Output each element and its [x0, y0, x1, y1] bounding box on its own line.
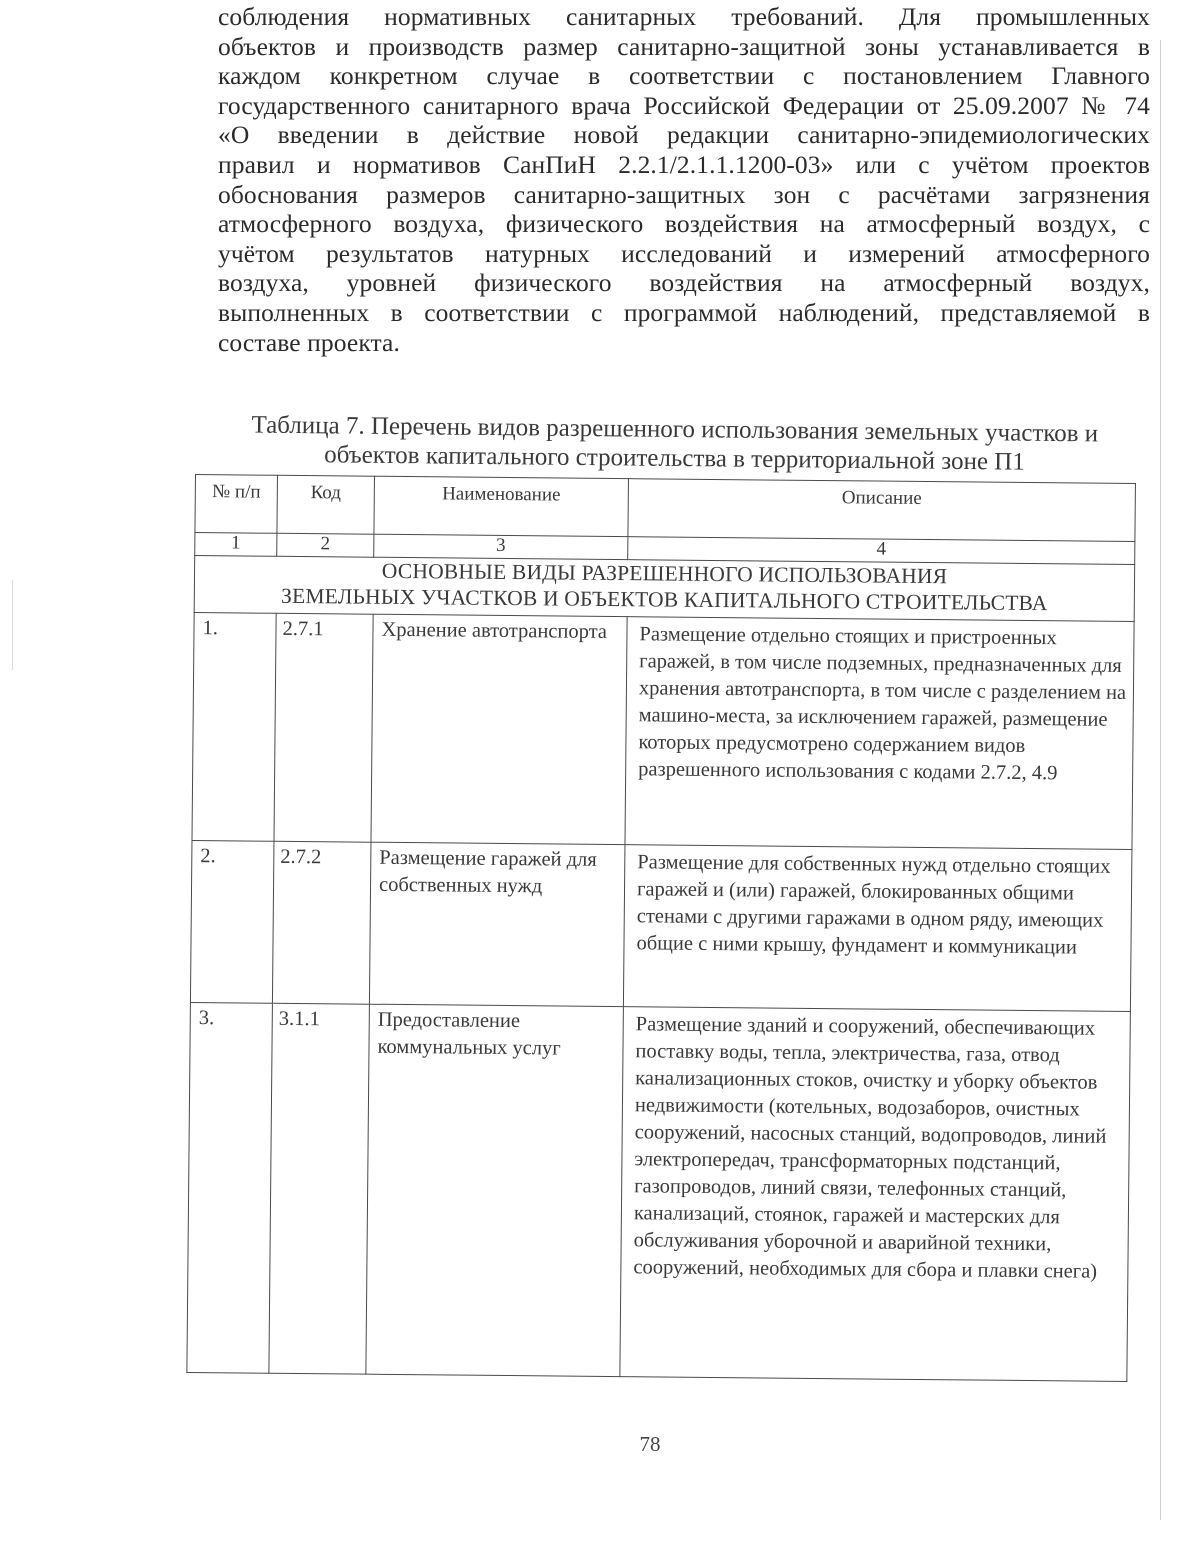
- header-desc: [628, 479, 1136, 542]
- row-code: 2.7.2: [272, 841, 371, 1004]
- header-code-label: Код: [310, 482, 342, 504]
- table-row: [192, 612, 1134, 849]
- paragraph-line: атмосферного воздуха, физического воздействия на атмосферный воздух, с: [218, 209, 1150, 239]
- scan-edge-line: [1160, 40, 1161, 1520]
- page-number: 78: [639, 1432, 661, 1456]
- paragraph-line: воздуха, уровней физического воздействия на атмосферный воздух,: [218, 268, 1150, 298]
- row-name: Размещение гаражей для собственных нужд: [369, 842, 625, 1006]
- header-name-label: Наименование: [442, 483, 561, 506]
- scan-mark: [12, 580, 13, 670]
- row-name: Предоставление коммунальных услуг: [366, 1004, 624, 1376]
- paragraph-line: государственного санитарного врача Российской Федерации от 25.09.2007 № 74: [218, 90, 1150, 120]
- paragraph-line: объектов и производств размер санитарно-защитной зоны устанавливается в: [218, 31, 1150, 61]
- header-num: [195, 475, 278, 534]
- header-code: [277, 475, 375, 534]
- row-description: Размещение отдельно стоящих и пристроенных гаражей, в том числе подземных, предназначенных для хранения автотранспорта, в том числе с разделением на машино-места, за исключением гаражей, размещение которых предусмотрено содержанием видов разрешенного использования с кодами 2.7.2, 4.9: [625, 617, 1134, 850]
- header-desc-label: Описание: [841, 487, 922, 509]
- row-code: 3.1.1: [269, 1003, 370, 1374]
- table-row: [190, 840, 1132, 1011]
- table-container: [186, 474, 1143, 1382]
- table-header-row: [195, 475, 1136, 542]
- paragraph-line: каждом конкретном случае в соответствии с постановлением Главного: [218, 61, 1150, 91]
- row-description: Размещение для собственных нужд отдельно стоящих гаражей и (или) гаражей, блокированных общими стенами с другими гаражами в одном ряду, имеющих общие с ними крышу, фундамент и коммуникации: [623, 845, 1132, 1012]
- paragraph-line: обоснования размеров санитарно-защитных зон с расчётами загрязнения: [218, 179, 1150, 209]
- paragraph-line: соблюдения нормативных санитарных требований. Для промышленных: [218, 2, 1150, 31]
- row-description: Размещение зданий и сооружений, обеспечивающих поставку воды, тепла, электричества, газа, отвод канализационных стоков, очистку и уборку объектов недвижимости (котельных, водозаборов, очистных сооружений, насосных станций, водопроводов, линий электропередач, трансформаторных подстанций, газопроводов, линий связи, телефонных станций, канализаций, стоянок, гаражей и мастерских для обслуживания уборочной и аварийной техники, сооружений, необходимых для сбора и плавки снега): [620, 1007, 1131, 1382]
- table-caption: [199, 410, 1150, 478]
- section-title-row: [194, 556, 1135, 622]
- column-number: 1: [195, 533, 277, 557]
- section-title: [194, 556, 1135, 622]
- paragraph-line: правил и нормативов СанПиН 2.2.1/2.1.1.1200-03» или с учётом проектов: [218, 149, 1150, 179]
- body-paragraph: [218, 2, 1150, 357]
- paragraph-line: «О введении в действие новой редакции санитарно-эпидемиологических: [218, 120, 1150, 150]
- paragraph-line: составе проекта.: [218, 327, 400, 357]
- row-number: 3.: [187, 1002, 273, 1373]
- table-row: [187, 1002, 1131, 1381]
- column-number: 3: [374, 534, 628, 559]
- section-title-line: ОСНОВНЫЕ ВИДЫ РАЗРЕШЕННОГО ИСПОЛЬЗОВАНИЯ: [381, 558, 948, 589]
- column-number: 4: [628, 537, 1135, 565]
- land-use-table: [186, 474, 1136, 1382]
- header-num-label: № п/п: [211, 481, 261, 503]
- paragraph-line: учётом результатов натурных исследований и измерений атмосферного: [218, 238, 1150, 268]
- row-code: 2.7.1: [274, 613, 373, 842]
- paragraph-line: выполненных в соответствии с программой наблюдений, представляемой в: [218, 297, 1150, 327]
- table-caption-line: объектов капитального строительства в территориальной зоне П1: [324, 441, 1025, 476]
- table-caption-line: Таблица 7. Перечень видов разрешенного использования земельных участков и: [251, 411, 1099, 448]
- header-name: [374, 476, 629, 536]
- row-name: Хранение автотранспорта: [371, 614, 627, 844]
- column-number: 2: [277, 533, 374, 557]
- section-title-line: ЗЕМЕЛЬНЫХ УЧАСТКОВ И ОБЪЕКТОВ КАПИТАЛЬНОГО СТРОИТЕЛЬСТВА: [280, 583, 1048, 616]
- row-number: 2.: [190, 840, 274, 1003]
- row-number: 1.: [192, 612, 276, 841]
